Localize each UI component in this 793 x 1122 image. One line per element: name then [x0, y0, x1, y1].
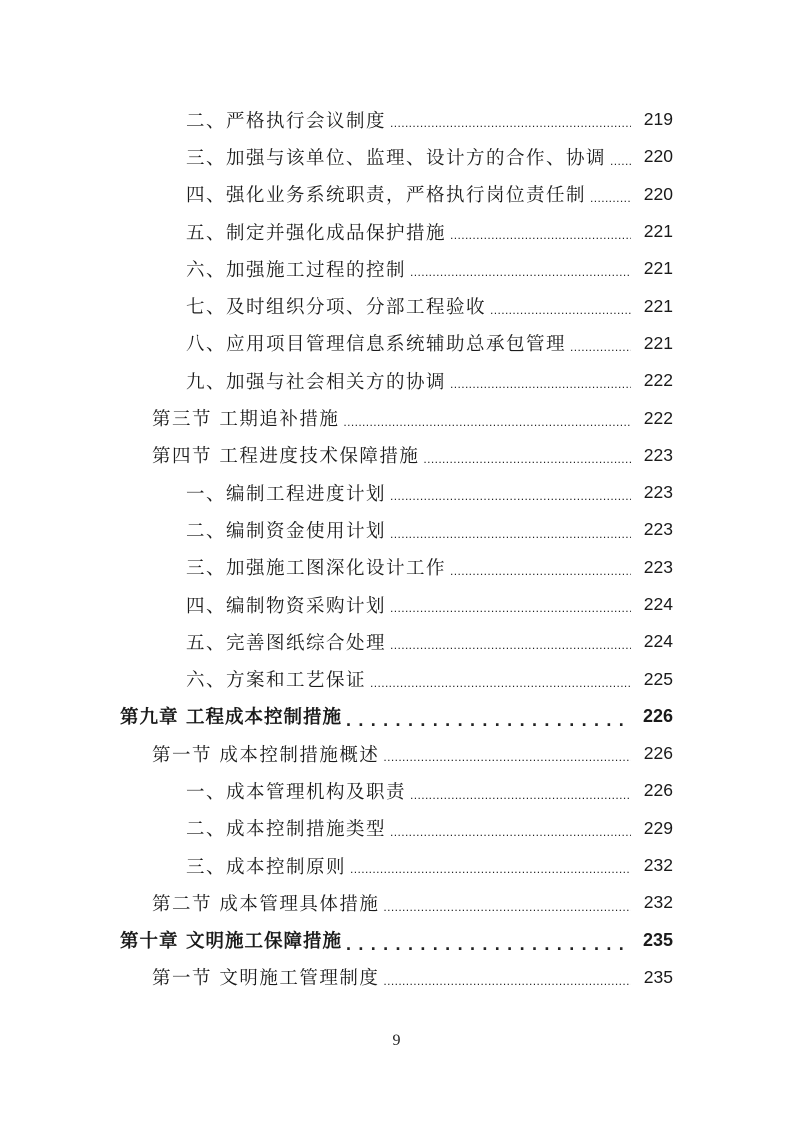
toc-entry-title: 一、编制工程进度计划: [186, 483, 387, 505]
toc-dot-leader: [350, 847, 631, 884]
toc-entry-title: 第一节 文明施工管理制度: [152, 968, 380, 990]
toc-entry[interactable]: [0, 511, 793, 548]
toc-dot-leader: [490, 287, 631, 324]
toc-entry-title: 四、强化业务系统职责，严格执行岗位责任制: [186, 185, 587, 207]
toc-entry-page: 225: [643, 668, 673, 689]
toc-entry-title: 二、成本控制措施类型: [186, 819, 387, 841]
toc-entry-title: 三、加强与该单位、监理、设计方的合作、协调: [186, 147, 607, 169]
table-of-contents: [0, 101, 793, 996]
toc-entry[interactable]: [0, 250, 793, 287]
toc-entry-page: 223: [643, 482, 673, 503]
toc-entry-page: 232: [643, 855, 673, 876]
toc-dot-leader: [410, 772, 631, 809]
toc-entry[interactable]: [0, 325, 793, 362]
toc-dot-leader: [343, 399, 631, 436]
toc-entry-page: 226: [643, 743, 673, 764]
toc-dot-leader: [610, 138, 631, 175]
toc-dot-leader: [346, 698, 631, 735]
toc-entry-page: 235: [642, 929, 673, 950]
toc-entry-page: 222: [643, 407, 673, 428]
toc-entry-page: 224: [643, 631, 673, 652]
toc-dot-leader: [383, 884, 631, 921]
toc-entry-page: 221: [643, 258, 673, 279]
toc-entry-page: 222: [643, 370, 673, 391]
toc-entry[interactable]: [0, 287, 793, 324]
toc-entry-title: 七、及时组织分项、分部工程验收: [186, 297, 487, 319]
toc-dot-leader: [390, 101, 631, 138]
toc-dot-leader: [450, 213, 631, 250]
toc-entry-page: 220: [643, 146, 673, 167]
toc-entry[interactable]: [0, 847, 793, 884]
toc-entry[interactable]: [0, 810, 793, 847]
toc-dot-leader: [450, 549, 631, 586]
toc-entry-title: 一、成本管理机构及职责: [186, 781, 407, 803]
toc-entry-page: 219: [643, 109, 673, 130]
page-number: 9: [392, 1032, 401, 1049]
toc-entry-page: 221: [643, 221, 673, 242]
toc-entry-title: 六、加强施工过程的控制: [186, 259, 407, 281]
toc-entry-page: 224: [643, 594, 673, 614]
toc-dot-leader: [370, 660, 631, 697]
toc-dot-leader: [570, 325, 631, 362]
toc-entry[interactable]: [0, 549, 793, 586]
toc-entry-title: 五、制定并强化成品保护措施: [186, 222, 447, 244]
toc-dot-leader: [390, 586, 631, 623]
toc-dot-leader: [590, 176, 631, 213]
toc-dot-leader: [450, 362, 631, 399]
toc-entry-title: 第四节 工程进度技术保障措施: [152, 446, 420, 468]
toc-dot-leader: [390, 474, 631, 511]
toc-entry[interactable]: [0, 959, 793, 996]
toc-entry[interactable]: [0, 586, 793, 623]
toc-entry[interactable]: [0, 660, 793, 697]
toc-dot-leader: [383, 735, 631, 772]
toc-entry[interactable]: [0, 138, 793, 175]
toc-entry-title: 四、编制物资采购计划: [186, 595, 387, 617]
toc-entry-page: 235: [643, 966, 673, 987]
toc-entry-title: 第三节 工期追补措施: [152, 409, 340, 431]
toc-dot-leader: [346, 922, 631, 959]
toc-entry-page: 223: [643, 519, 673, 540]
toc-entry[interactable]: [0, 101, 793, 138]
toc-entry-title: 八、应用项目管理信息系统辅助总承包管理: [186, 334, 567, 356]
toc-dot-leader: [410, 250, 631, 287]
toc-entry[interactable]: [0, 884, 793, 921]
toc-entry-page: 223: [643, 444, 673, 465]
toc-entry-page: 232: [643, 892, 673, 913]
toc-entry[interactable]: [0, 772, 793, 809]
toc-dot-leader: [390, 810, 631, 847]
toc-entry-page: 226: [642, 705, 673, 726]
toc-entry[interactable]: [0, 623, 793, 660]
toc-dot-leader: [390, 623, 631, 660]
toc-entry-title: 二、严格执行会议制度: [186, 110, 387, 132]
toc-entry-page: 229: [643, 817, 673, 838]
toc-entry[interactable]: [0, 922, 793, 959]
toc-entry-page: 220: [643, 183, 673, 204]
toc-entry-title: 三、成本控制原则: [186, 856, 347, 878]
toc-dot-leader: [383, 959, 631, 996]
toc-entry-title: 五、完善图纸综合处理: [186, 632, 387, 654]
toc-entry[interactable]: [0, 698, 793, 735]
toc-dot-leader: [423, 437, 631, 474]
toc-dot-leader: [390, 511, 631, 548]
toc-entry-page: 223: [643, 556, 673, 577]
toc-entry-page: 221: [643, 332, 673, 353]
toc-entry-title: 二、编制资金使用计划: [186, 520, 387, 542]
toc-entry-title: 六、方案和工艺保证: [186, 670, 367, 692]
toc-entry-page: 221: [643, 295, 673, 316]
toc-entry-title: 三、加强施工图深化设计工作: [186, 558, 447, 580]
toc-entry[interactable]: [0, 735, 793, 772]
toc-entry[interactable]: [0, 213, 793, 250]
toc-entry[interactable]: [0, 176, 793, 213]
toc-entry-title: 九、加强与社会相关方的协调: [186, 371, 447, 393]
toc-entry-page: 226: [643, 780, 673, 801]
toc-entry-title: 第十章 文明施工保障措施: [120, 931, 342, 953]
toc-entry[interactable]: [0, 362, 793, 399]
toc-entry[interactable]: [0, 399, 793, 436]
toc-entry[interactable]: [0, 437, 793, 474]
toc-entry[interactable]: [0, 474, 793, 511]
toc-entry-title: 第九章 工程成本控制措施: [120, 707, 342, 729]
toc-entry-title: 第一节 成本控制措施概述: [152, 744, 380, 766]
toc-entry-title: 第二节 成本管理具体措施: [152, 893, 380, 915]
